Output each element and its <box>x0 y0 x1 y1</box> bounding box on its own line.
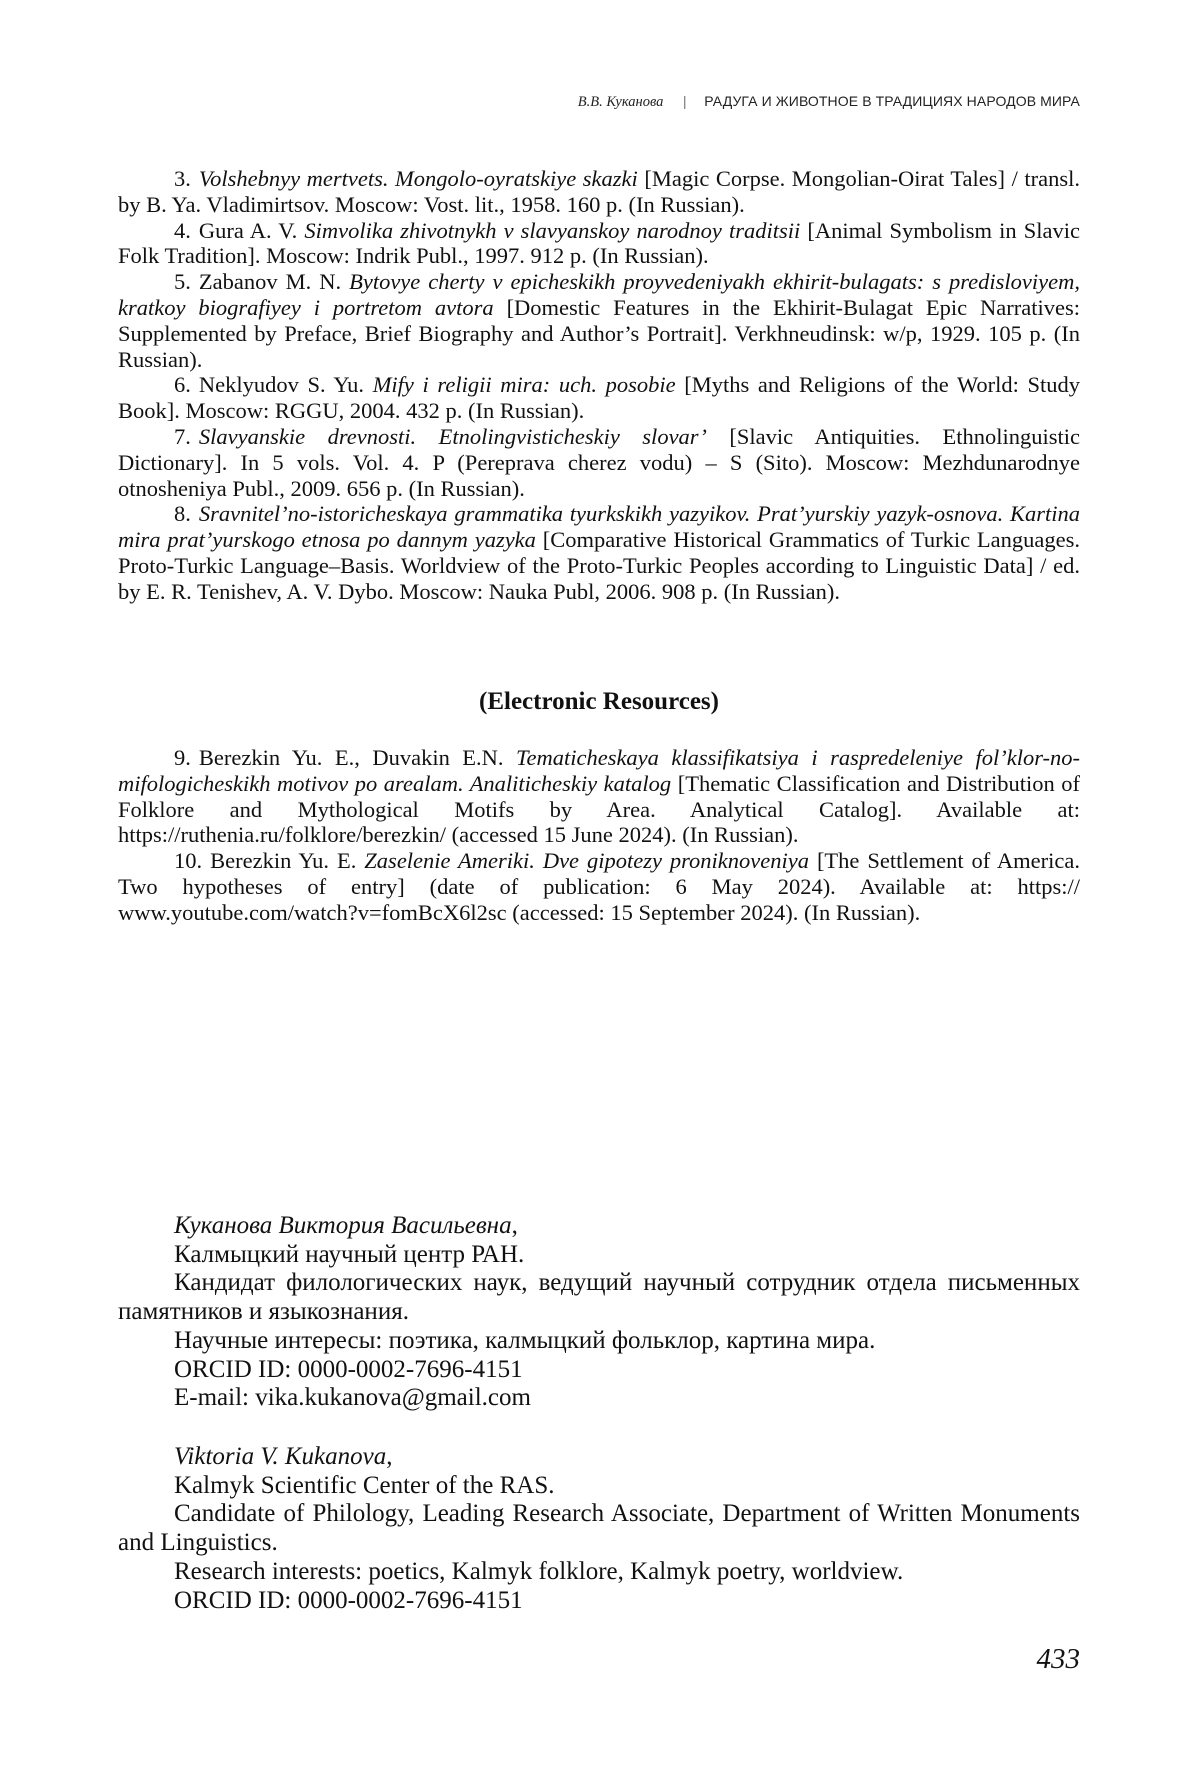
author-name-suffix: , <box>386 1443 393 1470</box>
reference-title: Tematicheskaya klassifikatsiya i raspredeleniye fol’klor-no-mifologicheskikh motivov po arealam. Analiticheskiy katalog <box>118 745 1080 796</box>
reference-item <box>118 218 1080 270</box>
reference-title: Sravnitel’no-istoricheskaya grammatika tyurkskikh yazyikov. Prat’yurskiy yazyk-osnova. Kartina mira prat’yurskogo etnosa po dannym yazyka <box>118 501 1080 553</box>
reference-number: 6. <box>174 372 191 398</box>
author-position: Candidate of Philology, Leading Research Associate, Department of Written Monuments and Linguistics. <box>118 1500 1080 1557</box>
reference-title: Simvolika zhivotnykh v slavyanskoy narodnoy traditsii <box>304 217 801 243</box>
author-orcid: ORCID ID: 0000-0002-7696-4151 <box>174 1355 523 1383</box>
author-name-suffix: , <box>511 1212 518 1239</box>
electronic-reference-list <box>118 745 1080 926</box>
reference-details: [Magic Corpse. Mongolian-Oirat Tales] / transl. by B. Ya. Vladimirtsov. Moscow: Vost. lit., 1958. 160 p. (In Russian). <box>118 166 1080 217</box>
reference-author: Gura A. V. <box>198 217 305 243</box>
reference-title: Slavyanskie drevnosti. Etnolingvisticheskiy slovar’ <box>198 423 707 449</box>
reference-item <box>118 745 1080 848</box>
reference-details: [Slavic Antiquities. Ethnolinguistic Dictionary]. In 5 vols. Vol. 4. P (Pereprava cherez vodu) – S (Sito). Moscow: Mezhdunarodnye otnosheniya Publ., 2009. 656 p. (In Russian). <box>118 423 1080 501</box>
reference-item <box>118 166 1080 218</box>
author-interests: Research interests: poetics, Kalmyk folklore, Kalmyk poetry, worldview. <box>174 1557 904 1585</box>
author-affiliation: Kalmyk Scientific Center of the RAS. <box>174 1471 555 1499</box>
running-head-author: В.В. Куканова <box>577 94 664 110</box>
author-position: Кандидат филологических наук, ведущий научный сотрудник отдела письменных памятников и языкознания. <box>118 1269 1080 1326</box>
reference-title: Volshebnyy mertvets. Mongolo-oyratskiye skazki <box>198 166 638 191</box>
reference-number: 10. <box>174 848 203 874</box>
reference-number: 8. <box>174 501 191 527</box>
reference-details: [Animal Symbolism in Slavic Folk Tradition]. Moscow: Indrik Publ., 1997. 912 p. (In Russian). <box>118 217 1080 269</box>
reference-list <box>118 166 1080 605</box>
reference-title: Mify i religii mira: uch. posobie <box>372 372 676 398</box>
author-name: Куканова Виктория Васильевна <box>174 1212 512 1239</box>
reference-item <box>118 424 1080 501</box>
reference-item <box>118 269 1080 372</box>
page-number: 433 <box>1036 1643 1080 1675</box>
reference-number: 4. <box>174 217 191 243</box>
reference-author: Neklyudov S. Yu. <box>198 372 373 398</box>
reference-item <box>118 501 1080 604</box>
reference-item <box>118 372 1080 424</box>
reference-number: 5. <box>174 269 191 295</box>
reference-item <box>118 848 1080 925</box>
author-info-english <box>118 1443 1080 1615</box>
author-name-line <box>118 1212 1080 1241</box>
author-orcid: ORCID ID: 0000-0002-7696-4151 <box>174 1586 523 1614</box>
running-head-title: РАДУГА И ЖИВОТНОЕ В ТРАДИЦИЯХ НАРОДОВ МИРА <box>704 93 1080 109</box>
reference-number: 7. <box>174 423 191 449</box>
author-affiliation: Калмыцкий научный центр РАН. <box>174 1240 525 1268</box>
author-name-line <box>118 1443 1080 1472</box>
reference-details: [The Settlement of America. Two hypotheses of entry] (date of publication: 6 May 2024). Available at: https:// www.youtube.com/watch?v=fomBcX6l2sc (accessed: 15 September 2024). (In Russian). <box>118 848 1081 925</box>
author-name: Viktoria V. Kukanova <box>174 1443 387 1470</box>
reference-details: [Thematic Classification and Distribution of Folklore and Mythological Motifs by Area. Analytical Catalog]. Available at: https://ruthenia.ru/folklore/berezkin/ (accessed 15 June 2024). (In Russian). <box>118 770 1080 848</box>
page <box>118 0 1080 1784</box>
reference-title: Zaselenie Ameriki. Dve gipotezy proniknoveniya <box>364 848 810 874</box>
author-info-russian <box>118 1212 1080 1413</box>
reference-number: 9. <box>174 745 191 770</box>
section-heading-electronic-resources: (Electronic Resources) <box>479 688 719 715</box>
author-email: E-mail: vika.kukanova@gmail.com <box>174 1384 531 1412</box>
author-interests: Научные интересы: поэтика, калмыцкий фольклор, картина мира. <box>174 1326 876 1354</box>
reference-details: [Myths and Religions of the World: Study Book]. Moscow: RGGU, 2004. 432 p. (In Russian). <box>118 372 1081 424</box>
reference-author: Zabanov M. N. <box>198 269 350 295</box>
reference-title: Bytovye cherty v epicheskikh proyvedeniyakh ekhirit-bulagats: s predisloviyem, kratkoy biografiyey i portretom avtora <box>118 269 1080 320</box>
running-head-separator: | <box>683 94 687 110</box>
reference-details: [Domestic Features in the Ekhirit-Bulagat Epic Narratives: Supplemented by Preface, Brief Biography and Author’s Portrait]. Verkhneudinsk: w/p, 1929. 105 p. (In Russian). <box>118 294 1080 372</box>
running-head <box>578 93 1080 111</box>
reference-author: Berezkin Yu. E., Duvakin E.N. <box>198 745 517 770</box>
reference-number: 3. <box>174 166 191 191</box>
reference-author: Berezkin Yu. E. <box>210 848 365 874</box>
reference-details: [Comparative Historical Grammatics of Turkic Languages. Proto-Turkic Language–Basis. Worldview of the Proto-Turkic Peoples according to Linguistic Data] / ed. by E. R. Tenishev, A. V. Dybo. Moscow: Nauka Publ, 2006. 908 p. (In Russian). <box>118 527 1080 604</box>
